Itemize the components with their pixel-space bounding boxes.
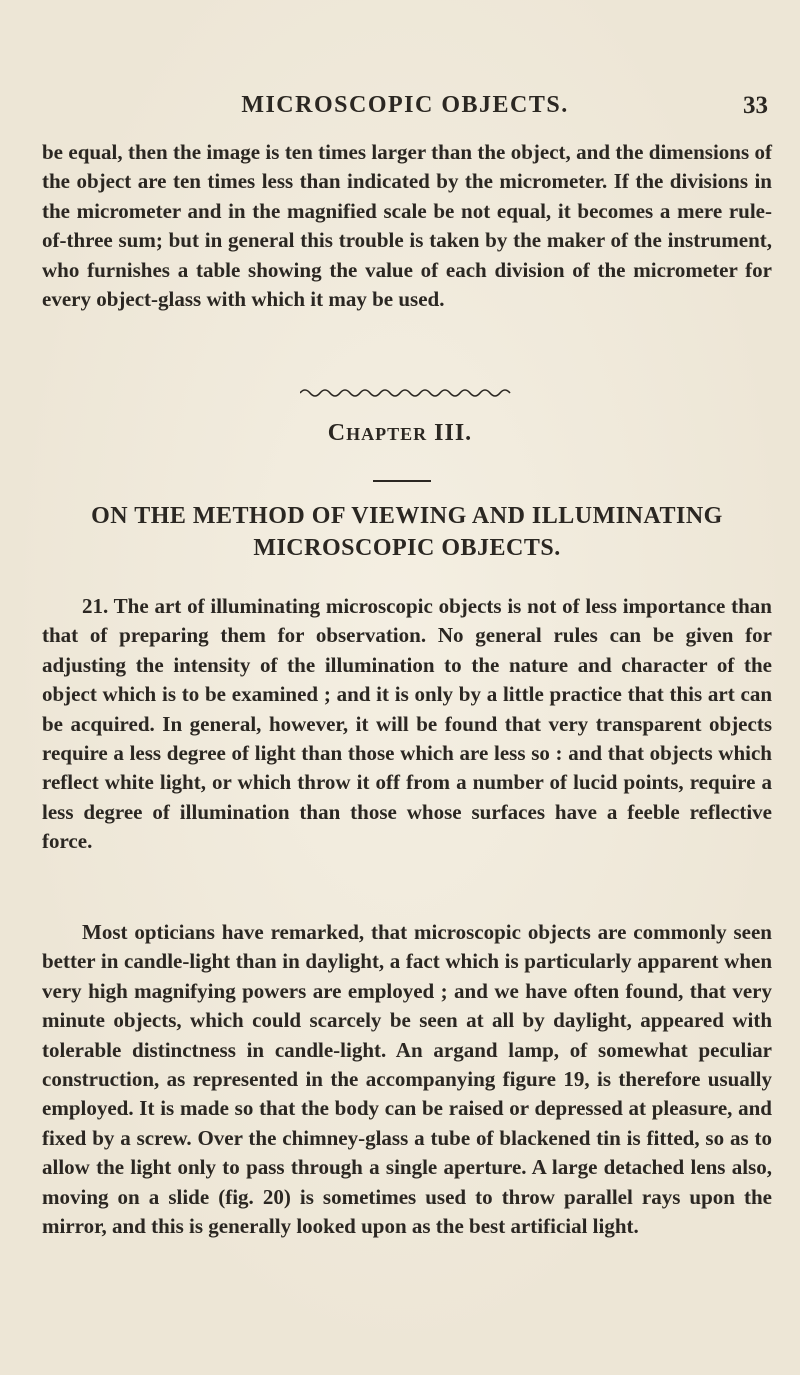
chapter-label-rest: HAPTER [346, 424, 428, 444]
running-title: MICROSCOPIC OBJECTS. [241, 92, 569, 118]
chapter-rule [373, 480, 431, 482]
chapter-title: ON THE METHOD OF VIEWING AND ILLUMINATING MICROSCOPIC OBJECTS. [91, 503, 723, 561]
paragraph-section-21: 21. The art of illuminating microscopic objects is not of less importance than that of preparing them for observation. No general rules can be given for adjusting the intensity of the illumination to the nature and character of the object which is to be examined ; and it is only by a little practice that this art can be acquired. In general, however, it will be found that very transparent objects require a less degree of light than those which are less so : and that objects which reflect white light, or which throw it off from a number of lucid points, require a less degree of illumination than those whose surfaces have a feeble reflective force. [42, 594, 772, 854]
wavy-ornament-divider [300, 386, 512, 400]
running-head [42, 92, 768, 132]
chapter-label-initial: C [327, 420, 347, 446]
paragraph-opticians: Most opticians have remarked, that microscopic objects are commonly seen better in candle-light than in daylight, a fact which is particularly apparent when very high magnifying powers are employed ; and we have often found, that very minute objects, which could scarcely be seen at all by daylight, appeared with tolerable distinctness in candle-light. An argand lamp, of somewhat peculiar construction, as represented in the accompanying figure 19, is therefore usually employed. It is made so that the body can be raised or depressed at pleasure, and fixed by a screw. Over the chimney-glass a tube of blackened tin is fitted, so as to allow the light only to pass through a single aperture. A large detached lens also, moving on a slide (fig. 20) is sometimes used to throw parallel rays upon the mirror, and this is generally looked upon as the best artificial light. [42, 920, 772, 1239]
chapter-label [0, 420, 800, 447]
chapter-numeral: III. [434, 420, 473, 446]
continued-paragraph: be equal, then the image is ten times larger than the object, and the dimensions of the object are ten times less than indicated by the micrometer. If the divisions in the micrometer and in the magnified scale be not equal, it becomes a mere rule-of-three sum; but in general this trouble is taken by the maker of the instrument, who furnishes a table showing the value of each division of the micrometer for every object-glass with which it may be used. [42, 140, 772, 312]
page-number: 33 [743, 92, 768, 119]
